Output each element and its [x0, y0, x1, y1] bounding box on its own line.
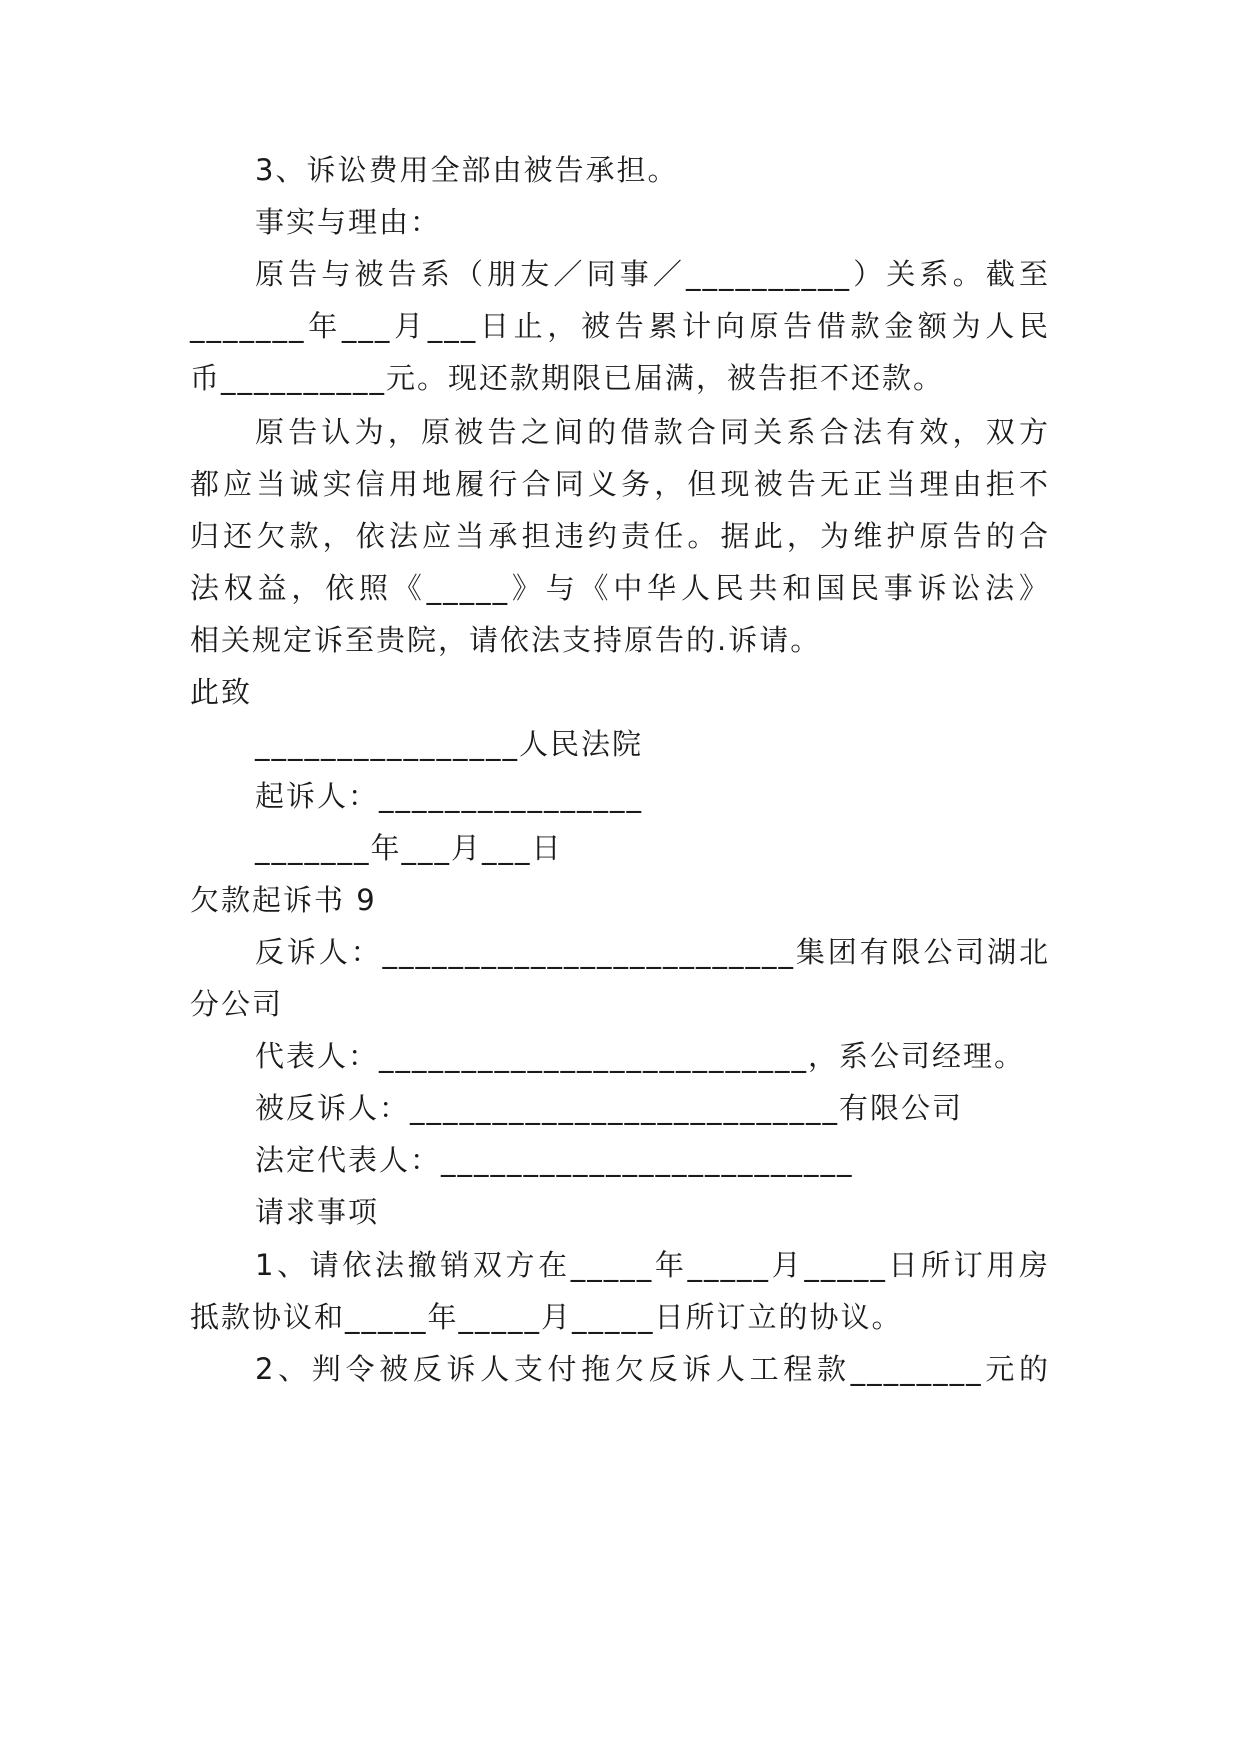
text-line-11: 此致	[190, 675, 253, 709]
text-line-5: 币__________元。现还款期限已届满，被告拒不还款。	[190, 361, 945, 395]
text-line-18: 代表人：__________________________，系公司经理。	[255, 1039, 1026, 1073]
text-line-22: 1、请依法撤销双方在_____年_____月_____日所订用房	[255, 1248, 1050, 1282]
text-line-4: _______年___月___日止，被告累计向原告借款金额为人民	[190, 309, 1050, 343]
text-line-1: 3、诉讼费用全部由被告承担。	[255, 153, 679, 187]
text-line-8: 归还欠款，依法应当承担违约责任。据此，为维护原告的合	[190, 519, 1050, 553]
section-heading: 欠款起诉书 9	[190, 883, 377, 917]
text-line-16: 反诉人：_________________________集团有限公司湖北	[255, 935, 1050, 969]
text-line-17: 分公司	[190, 987, 284, 1021]
text-line-23: 抵款协议和_____年_____月_____日所订立的协议。	[190, 1300, 903, 1334]
text-line-2: 事实与理由：	[255, 205, 442, 239]
text-line-6: 原告认为，原被告之间的借款合同关系合法有效，双方	[255, 415, 1050, 449]
text-line-14: _______年___月___日	[255, 831, 563, 865]
text-line-24: 2、判令被反诉人支付拖欠反诉人工程款________元的	[255, 1352, 1050, 1386]
text-line-10: 相关规定诉至贵院，请依法支持原告的.诉请。	[190, 623, 822, 657]
text-line-19: 被反诉人：__________________________有限公司	[255, 1091, 964, 1125]
text-line-13: 起诉人：________________	[255, 779, 644, 813]
text-line-21: 请求事项	[255, 1195, 380, 1229]
text-line-3: 原告与被告系（朋友／同事／__________）关系。截至	[255, 257, 1050, 291]
text-line-7: 都应当诚实信用地履行合同义务，但现被告无正当理由拒不	[190, 467, 1050, 501]
text-line-9: 法权益，依照《_____》与《中华人民共和国民事诉讼法》	[190, 571, 1050, 605]
text-line-20: 法定代表人：_________________________	[255, 1143, 854, 1177]
text-line-12: ________________人民法院	[255, 727, 644, 761]
